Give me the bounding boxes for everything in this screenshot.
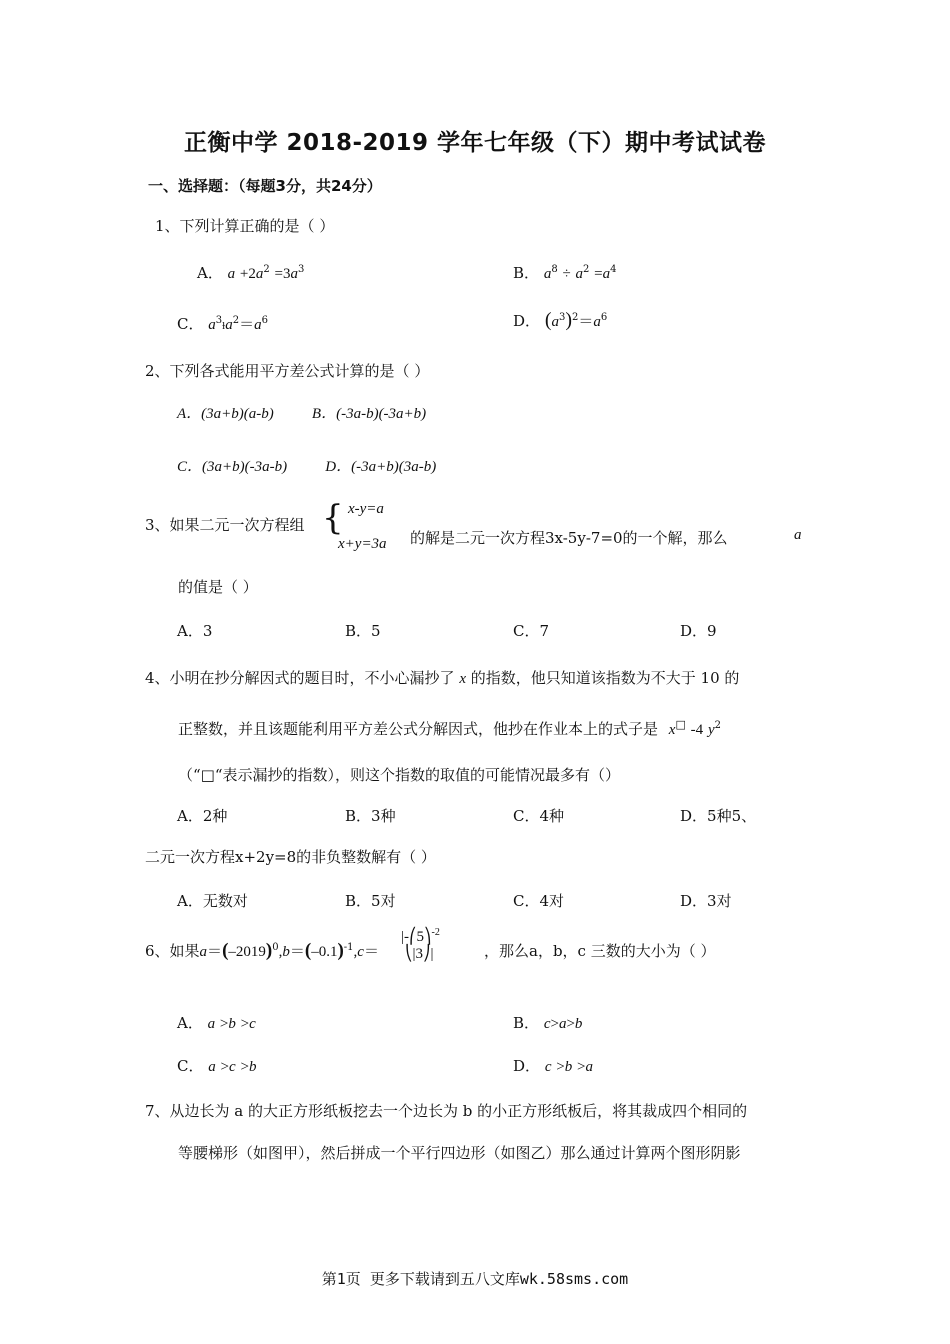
question-5-option-d: D．3对: [680, 892, 732, 910]
question-4-option-a: A．2种: [177, 807, 228, 825]
question-3-option-d: D．9: [680, 622, 717, 640]
option-label: D．: [513, 312, 541, 330]
option-b: B．(-3a-b)(-3a+b): [311, 406, 427, 422]
question-1-option-c: C． $a^3ƚa^2=a^6$: [177, 315, 268, 333]
option-label: C．: [177, 315, 204, 333]
question-6-option-b: B． c>a>b: [513, 1014, 583, 1032]
question-4-option-d: D．5种5、: [680, 807, 757, 825]
variable-x: x: [459, 671, 466, 687]
variable-a: a: [794, 527, 802, 543]
question-6-stem: 6、如果$a=(-2019)^0,b=(-0.1)^{-1},c=$: [145, 940, 379, 961]
question-6-stem-pre: 6、如果: [145, 942, 200, 960]
page-footer: 第1页 更多下载请到五八文库wk.58sms.com: [321, 1270, 629, 1288]
question-1-option-a: A． $a +2a^2 =3a^3$: [197, 264, 305, 282]
question-6-option-a: A． a >b >c: [177, 1014, 256, 1032]
option-gap: [274, 404, 312, 422]
question-6-option-d: D． c >b >a: [513, 1057, 593, 1075]
question-4-line3: （“□“表示漏抄的指数），则这个指数的取值的可能情况最多有（）: [178, 766, 621, 784]
question-3-option-b: B．5: [345, 622, 381, 640]
question-4-line1-text: 4、小明在抄分解因式的题目时，不小心漏抄了: [145, 669, 455, 687]
question-3-stem-pre: 3、如果二元一次方程组: [145, 516, 305, 534]
question-5-option-c: C．4对: [513, 892, 565, 910]
question-5-stem: 二元一次方程x+2y=8的非负整数解有（ ）: [145, 848, 436, 866]
option-label: C．: [177, 1057, 204, 1075]
question-4-line2-text: 正整数，并且该题能利用平方差公式分解因式，他抄在作业本上的式子是: [178, 720, 659, 738]
fraction-expression: |-⎛5⎞$^{-2}$ ⎝|3⎠|: [401, 927, 440, 962]
page-title: 正衡中学 2018-2019 学年七年级（下）期中考试试卷: [183, 130, 767, 156]
question-6-stem-post: ，那么a，b，c 三数的大小为（ ）: [484, 942, 716, 960]
question-2-options-ab: [177, 402, 426, 423]
question-4-option-b: B．3种: [345, 807, 396, 825]
question-5-option-a: A．无数对: [177, 892, 248, 910]
option-a: A．(3a+b)(a-b): [177, 406, 274, 422]
question-4-line1: [145, 667, 739, 688]
section-heading: 一、选择题：（每题3分，共24分）: [148, 177, 382, 195]
question-1-option-b: B． $a^8 \div a^2 =a^4$: [513, 264, 617, 282]
option-d: D．(-3a+b)(3a-b): [325, 459, 437, 475]
question-7-line1: 7、从边长为 a 的大正方形纸板挖去一个边长为 b 的小正方形纸板后，将其裁成四个相同的: [145, 1102, 748, 1120]
question-3-stem-line2: 的值是（ ）: [178, 578, 258, 596]
question-1-option-d: D． $(a^3)^2=a^6$: [513, 309, 608, 331]
question-3-option-c: C．7: [513, 622, 550, 640]
equation-1: x-y=a: [348, 501, 384, 517]
question-7-line2: 等腰梯形（如图甲），然后拼成一个平行四边形（如图乙）那么通过计算两个图形阴影: [178, 1144, 741, 1162]
question-4-line1-rest: 的指数，他只知道该指数为不大于 10 的: [470, 669, 740, 687]
question-1-stem: 1、下列计算正确的是（ ）: [155, 217, 335, 235]
option-label: A．: [197, 264, 223, 282]
question-6-option-c: C． a >c >b: [177, 1057, 257, 1075]
option-gap: [287, 457, 325, 475]
question-2-options-cd: [177, 455, 436, 476]
brace-icon: {: [322, 498, 344, 538]
question-5-option-b: B．5对: [345, 892, 396, 910]
question-4-option-c: C．4种: [513, 807, 565, 825]
option-c: C．(3a+b)(-3a-b): [177, 459, 288, 475]
question-4-line2: 正整数，并且该题能利用平方差公式分解因式，他抄在作业本上的式子是 x□ -4 $y^2$: [178, 718, 721, 738]
option-label: B．: [513, 264, 540, 282]
option-label: A．: [177, 1014, 203, 1032]
question-2-stem: 2、下列各式能用平方差公式计算的是（ ）: [145, 362, 430, 380]
question-3-option-a: A．3: [177, 622, 213, 640]
equation-2: x+y=3a: [338, 536, 387, 552]
option-label: B．: [513, 1014, 540, 1032]
option-label: D．: [513, 1057, 541, 1075]
question-3-stem-post: 的解是二元一次方程3x-5y-7=0的一个解，那么: [410, 529, 728, 547]
